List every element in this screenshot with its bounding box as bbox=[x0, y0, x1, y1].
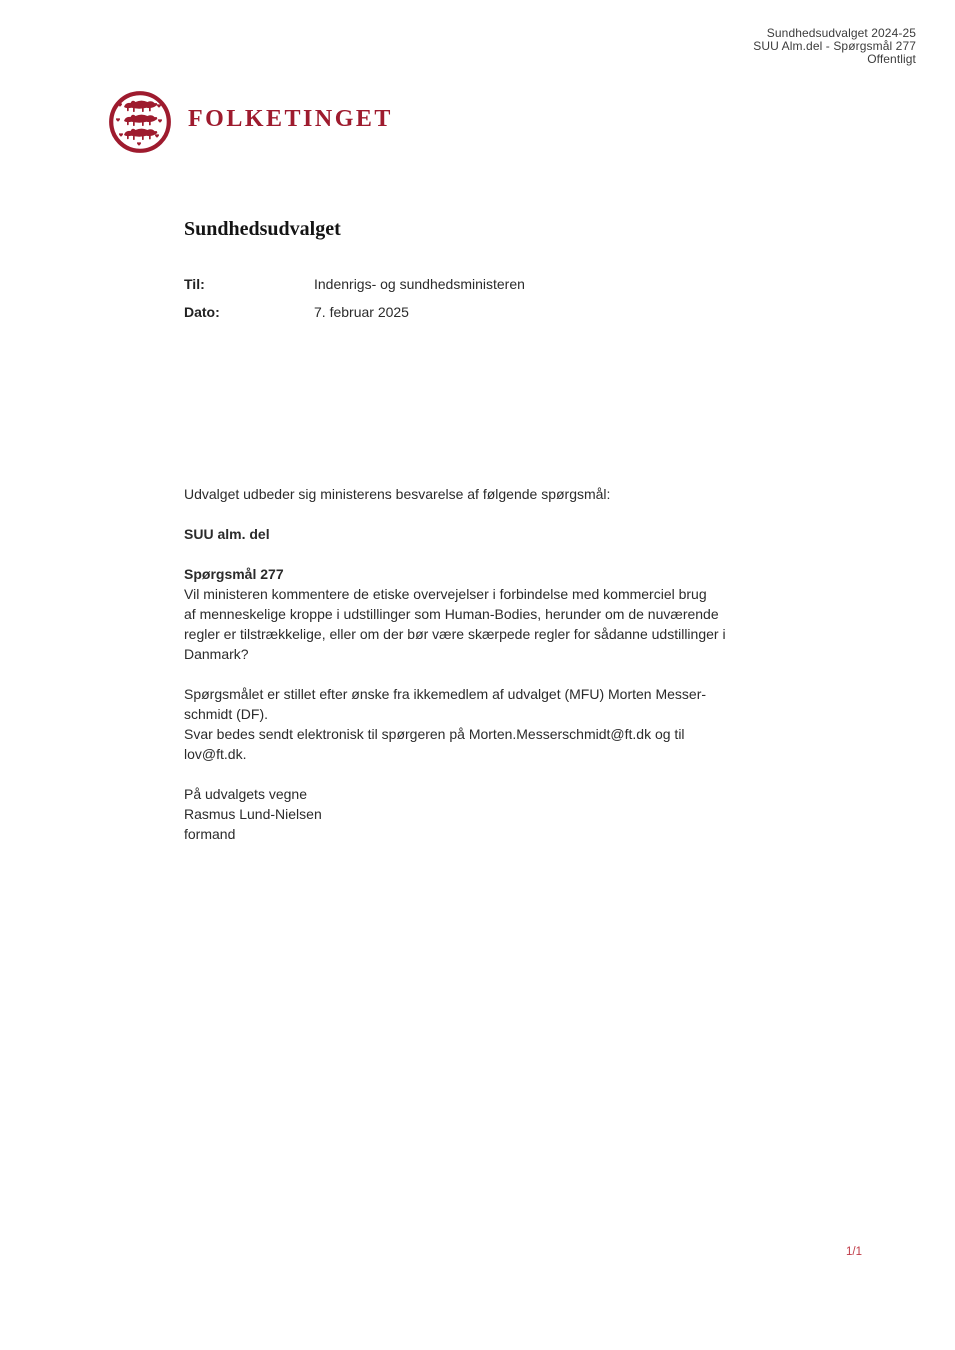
stamp-line: Sundhedsudvalget 2024-25 bbox=[766, 26, 916, 40]
document-stamp bbox=[753, 27, 916, 66]
committee-title: Sundhedsudvalget bbox=[184, 218, 341, 240]
signature-line: formand bbox=[184, 826, 236, 842]
request-text-line: Spørgsmålet er stillet efter ønske fra ikkemedlem af udvalget (MFU) Morten Messer- bbox=[184, 686, 707, 702]
question-text-line: regler er tilstrækkelige, eller om der bør være skærpede regler for sådanne udstillinger i bbox=[184, 626, 726, 642]
question-paragraph bbox=[184, 564, 824, 664]
date-value: 7. februar 2025 bbox=[314, 304, 409, 320]
signature-line: Rasmus Lund-Nielsen bbox=[184, 806, 322, 822]
signature-line: På udvalgets vegne bbox=[184, 786, 307, 802]
request-text-line: Svar bedes sendt elektronisk til spørgeren på Morten.Messerschmidt@ft.dk og til bbox=[184, 726, 685, 742]
meta-row-to bbox=[184, 277, 804, 292]
meta-row-date bbox=[184, 305, 804, 320]
question-text-line: Vil ministeren kommentere de etiske overvejelser i forbindelse med kommerciel brug bbox=[184, 586, 707, 602]
signature-block bbox=[184, 784, 824, 844]
to-label: Til: bbox=[184, 276, 205, 292]
case-reference: SUU alm. del bbox=[184, 526, 270, 542]
date-label: Dato: bbox=[184, 304, 220, 320]
question-text-line: Danmark? bbox=[184, 646, 249, 662]
question-heading: Spørgsmål 277 bbox=[184, 566, 284, 582]
page-number: 1/1 bbox=[846, 1246, 862, 1258]
intro-line: Udvalget udbeder sig ministerens besvarelse af følgende spørgsmål: bbox=[184, 486, 611, 502]
question-text-line: af menneskelige kroppe i udstillinger som Human-Bodies, herunder om de nuværende bbox=[184, 606, 719, 622]
stamp-line: SUU Alm.del - Spørgsmål 277 bbox=[753, 39, 916, 53]
folketinget-seal-icon bbox=[108, 90, 172, 154]
to-value: Indenrigs- og sundhedsministeren bbox=[314, 276, 525, 292]
request-text-line: lov@ft.dk. bbox=[184, 746, 247, 762]
folketinget-wordmark: FOLKETINGET bbox=[188, 105, 393, 132]
request-text-line: schmidt (DF). bbox=[184, 706, 268, 722]
request-paragraph bbox=[184, 684, 824, 764]
letter-meta bbox=[184, 277, 804, 333]
stamp-line: Offentligt bbox=[867, 52, 916, 66]
brand-header bbox=[108, 90, 393, 154]
question-text-lines bbox=[184, 584, 824, 664]
letter-body bbox=[184, 484, 824, 864]
